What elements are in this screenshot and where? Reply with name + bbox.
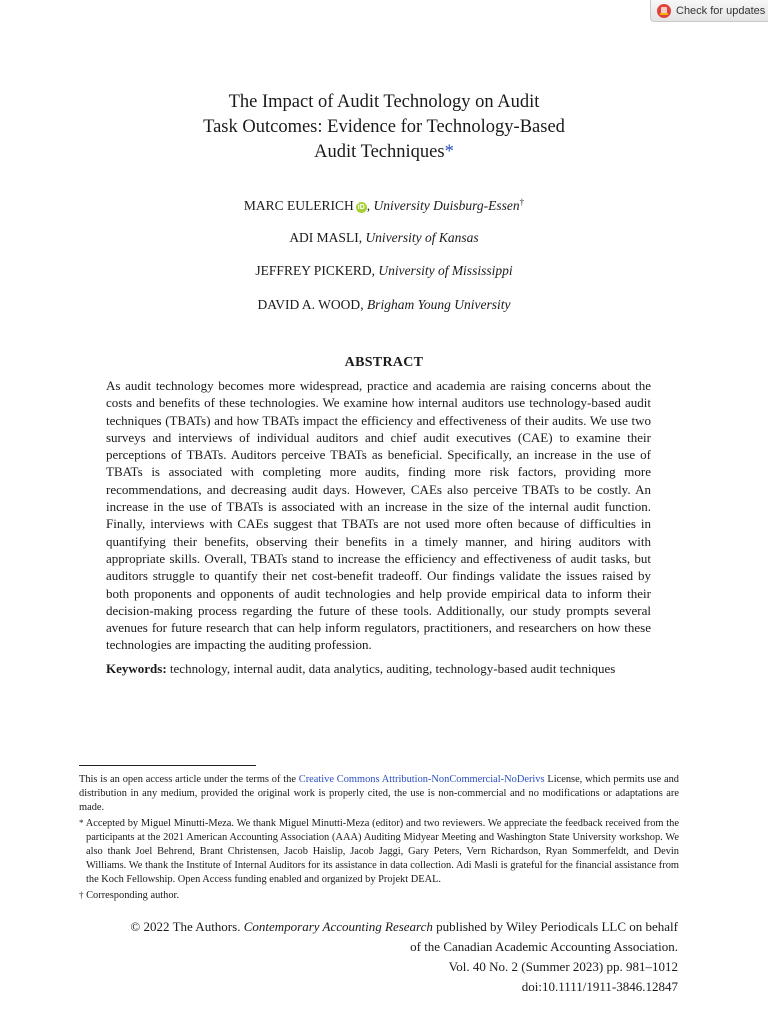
author-name: DAVID A. WOOD [257,297,361,312]
author-affiliation: Brigham Young University [366,297,511,312]
footnotes [79,773,679,903]
author-affiliation: University of Mississippi [378,263,513,278]
corresponding-mark: † [79,889,84,900]
copyright-pre: © 2022 The Authors. [130,919,244,934]
license-link[interactable]: Creative Commons Attribution-NonCommercial-NoDerivs [298,774,545,785]
copyright-line [130,917,678,937]
footnote-divider [79,765,256,766]
title-footnote-link[interactable]: * [444,142,454,162]
publication-info [130,917,678,997]
acknowledgement-footnote [79,816,679,888]
acknowledgement-text: Accepted by Miguel Minutti-Meza. We thank Miguel Minutti-Meza (editor) and two reviewers. We appreciate the feedback received from the participants at the 2021 American Accounting Association (AAA) Auditing Midyear Meeting and Washington State University workshop. We also thank Joel Behrend, Brant Christensen, Jacob Haislip, Jacob Jaggi, Gary Peters, Vern Richardson, Ryan Sommerfeldt, and Devin Williams. We thank the Institute of Internal Auditors for its assistance in data collection. Adi Masli is grateful for the financial assistance from the Koch Fellowship. Open Access funding enabled and organized by Projekt DEAL. [85,817,679,886]
acknowledgement-mark: * [79,817,84,828]
corresponding-text: Corresponding author. [86,889,180,901]
journal-name: Contemporary Accounting Research [243,919,433,934]
keywords [106,660,666,677]
copyright-post: published by Wiley Periodicals LLC on behalf [432,919,678,934]
abstract-text: As audit technology becomes more widespread, practice and academia are raising concerns about the costs and benefits of these technologies. We examine how internal auditors use technology-based audit techniques (TBATs) and how TBATs impact the efficiency and effectiveness of their audits. We use two surveys and interviews of individual auditors and chief audit executives (CAE) to examine their perceptions of TBATs. Auditors perceive TBATs as beneficial. Specifically, an increase in the use of TBATs is associated with completing more audits, finding more risk factors, providing more recommendations, and decreasing audit days. However, CAEs also perceive TBATs to be costly. An increase in the use of TBATs is associated with an increase in the size of the internal audit function. Finally, interviews with CAEs suggest that TBATs are not used more often because of difficulties in quantifying their benefits, observing their benefits in a timely manner, and hiring auditors with appropriate skills. Overall, TBATs stand to increase the efficiency and effectiveness of audit tasks, but auditors struggle to quantify their net cost-benefit tradeoff. Our findings validate the issues raised by both proponents and opponents of audit technologies and help provide empirical data to inform their decision-making process regarding the future of these tools. Additionally, our study prompts several avenues for future research that can help inform regulators, practitioners, and researchers on how these technologies are impacting the auditing profession. [106,378,651,653]
publisher-line: of the Canadian Academic Accounting Association. [410,939,678,954]
author-affiliation: University Duisburg-Essen [373,198,520,213]
check-for-updates-button[interactable] [650,0,768,22]
author-name: JEFFREY PICKERD [255,263,372,278]
check-for-updates-label: Check for updates [676,4,766,17]
license-footnote [79,773,679,816]
author-2: ADI MASLI, University of Kansas [289,230,479,245]
abstract-heading: ABSTRACT [344,355,424,370]
keywords-label: Keywords: [106,661,167,676]
title-line-3-text: Audit Techniques [314,142,445,162]
author-name: MARC EULERICH [243,198,354,213]
title-line-2: Task Outcomes: Evidence for Technology-Based [203,117,565,137]
title-line-1: The Impact of Audit Technology on Audit [228,92,540,112]
paper-title [100,90,668,165]
title-line-3 [100,140,668,165]
crossmark-icon [657,4,671,18]
corresponding-author-mark[interactable]: † [519,197,525,207]
license-text-pre: This is an open access article under the terms of the [79,774,299,785]
orcid-icon[interactable]: iD [357,204,365,211]
author-3: JEFFREY PICKERD, University of Mississippi [255,263,513,278]
author-affiliation: University of Kansas [365,230,479,245]
author-4: DAVID A. WOOD, Brigham Young University [257,297,511,312]
corresponding-footnote [79,888,679,903]
author-name: ADI MASLI [289,230,359,245]
author-1: MARC EULERICH iD , University Duisburg-Essen† [243,197,525,213]
doi-line[interactable]: doi:10.1111/1911-3846.12847 [521,979,678,994]
license-text-post: License, which permits use and distribution in any medium, provided the original work is properly cited, the use is non-commercial and no modifications or adaptations are made. [79,774,680,814]
volume-line: Vol. 40 No. 2 (Summer 2023) pp. 981–1012 [448,959,678,974]
keywords-text: technology, internal audit, data analytics, auditing, technology-based audit techniques [169,661,616,676]
